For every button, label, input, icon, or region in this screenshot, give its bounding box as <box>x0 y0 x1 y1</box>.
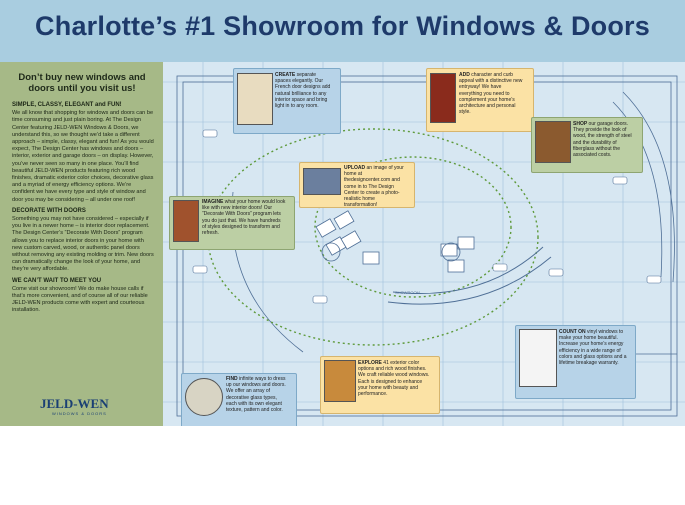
section-heading: DECORATE WITH DOORS <box>12 207 86 214</box>
callout-create <box>233 68 341 134</box>
callout-text: 41 exterior color options and rich wood finishes. We craft reliable wood windows. Each is designed to enhance your home with beauty and performance. <box>358 360 430 398</box>
section-text: Come visit our showroom! We do make house calls if that’s more convenient, and of course all of our reliable JELD-WEN products come with expert and courteous installation. <box>12 285 148 314</box>
sidebar-panel <box>0 62 163 426</box>
callout-key: CREATE <box>275 72 296 78</box>
floor-plan <box>163 62 685 426</box>
callout-key: FIND <box>226 376 238 382</box>
callout-imagine <box>169 196 295 250</box>
page-bottom-margin <box>0 426 685 505</box>
sidebar-title: Don’t buy new windows and doors until you visit us! <box>18 72 146 94</box>
french-door-thumbnail <box>237 73 273 125</box>
wood-window-thumbnail <box>324 360 356 402</box>
sidebar-body <box>12 100 155 319</box>
garage-door-thumbnail <box>535 121 571 163</box>
interior-door-thumbnail <box>173 200 199 242</box>
callout-upload <box>299 162 415 208</box>
callout-text: vinyl windows to make your home beautiful. Increase your home’s energy efficiency in a wide range of colors and glass options and a lifetime breakage warranty. <box>559 329 627 367</box>
jeld-wen-logo: JELD-WEN <box>40 396 109 411</box>
callout-text: what your home would look like with new interior doors! Our “Decorate With Doors” program lets you do just that. We have hundreds of styles designed to transform and refresh. <box>202 199 286 237</box>
callout-key: EXPLORE <box>358 360 382 366</box>
callout-explore <box>320 356 440 414</box>
callout-key: ADD <box>459 72 470 78</box>
callout-text: our garage doors. They provide the look of wood, the strength of steel and the durability of fiberglass without the associated costs. <box>573 121 632 159</box>
header-banner <box>0 0 685 64</box>
jeld-wen-logo-subtitle: WINDOWS & DOORS <box>52 411 107 416</box>
callout-key: UPLOAD <box>344 165 366 171</box>
callout-text: character and curb appeal with a distinctive new entryway! We have everything you need to complement your home’s architecture and personal style. <box>459 72 523 116</box>
section-heading: WE CAN’T WAIT TO MEET YOU <box>12 277 102 284</box>
callout-find <box>181 373 297 426</box>
page-title: Charlotte’s #1 Showroom for Windows & Doors <box>35 11 650 41</box>
home-photo-thumbnail <box>303 168 341 195</box>
callout-text: infinite ways to dress up our windows and doors. We offer an array of decorative glass types, each with its own elegant texture, pattern and color. <box>226 376 286 414</box>
section-text: Something you may not have considered – especially if you live in a newer home – is interior door replacement. The Design Center’s “Decorate With Doors” program allows you to replace interior doors in your home with new custom carved, wood, or authentic panel doors without removing any existing molding or trim. New doors can dramatically change the look of your home, and they’re very affordable. <box>12 216 154 273</box>
callout-count-on <box>515 325 636 399</box>
callout-text: an image of your home at thedesigncenter.com and come in to The Design Center to create a photo-realistic home transformation! <box>344 165 404 209</box>
callout-key: IMAGINE <box>202 199 224 205</box>
callout-text: separate spaces elegantly. Our French door designs add natural brilliance to any interior space and bring light in to any room. <box>275 72 331 110</box>
entry-door-thumbnail <box>430 73 456 123</box>
showroom-label: SHOWROOM <box>395 290 420 295</box>
section-text: We all know that shopping for windows and doors can be time consuming and just plain boring. At The Design Center featuring JELD-WEN Windows & Doors, we understand this, so we thought we’d take a different approach – simple, classy, elegant and fun! As you would expect, The Design Center has windows and doors – interior, exterior and garage doors – on display. However, you’ve never seen so many in one place. You’ll find beautiful JELD-WEN products featuring rich wood finishes, dramatic exterior color choices, decorative glass and a myriad of energy efficiency options. We’re confident we have every type and style of window and door you may be considering – all under one roof! <box>12 110 154 203</box>
decorative-glass-thumbnail <box>185 378 223 416</box>
callout-shop <box>531 117 643 173</box>
callout-key: SHOP <box>573 121 588 127</box>
vinyl-window-thumbnail <box>519 329 557 387</box>
callout-key: COUNT ON <box>559 329 586 335</box>
section-heading: SIMPLE, CLASSY, ELEGANT and FUN! <box>12 102 122 108</box>
callout-add <box>426 68 534 132</box>
